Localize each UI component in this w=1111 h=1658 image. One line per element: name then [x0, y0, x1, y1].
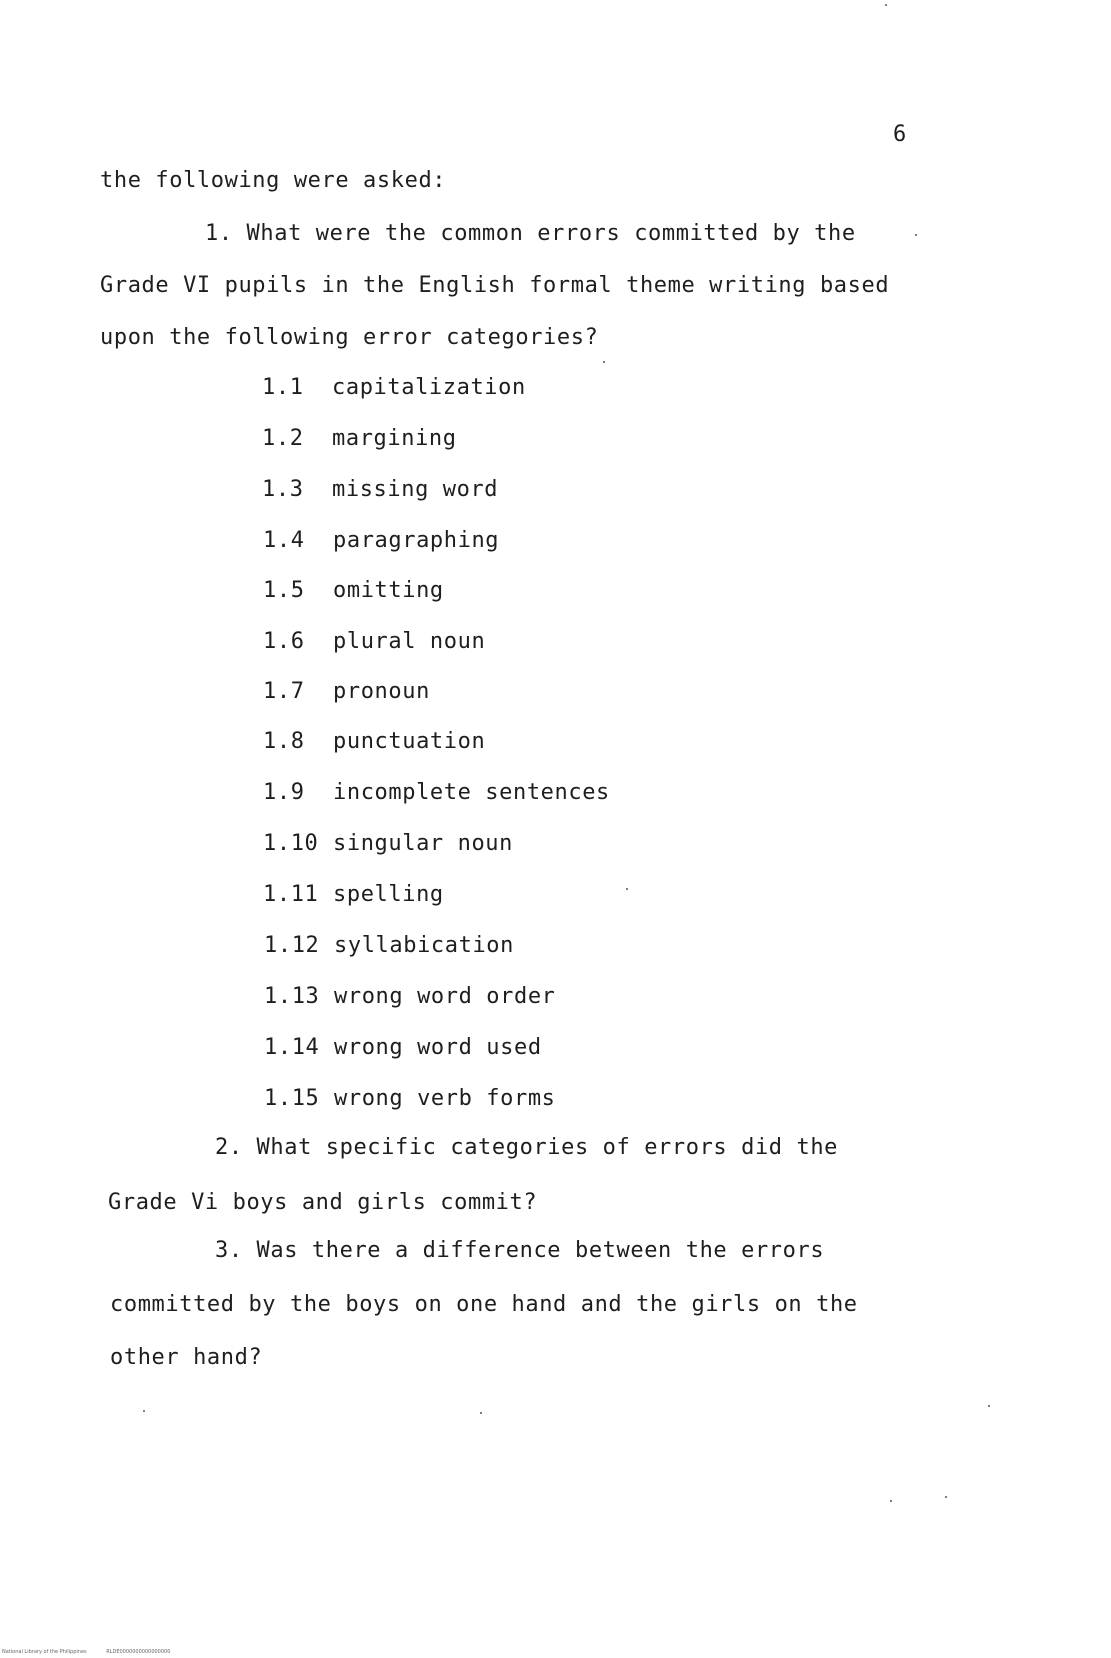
list-item: [263, 729, 485, 755]
list-item: [264, 1035, 542, 1061]
item-label: capitalization: [332, 375, 526, 400]
item-number: 1.6: [263, 629, 305, 654]
page-number: 6: [893, 122, 907, 147]
item-label: wrong word used: [334, 1035, 542, 1060]
scan-speck: [988, 1405, 990, 1407]
item-number: 1.13: [264, 984, 320, 1009]
question-1-line-3: upon the following error categories?: [100, 325, 599, 350]
footer-attribution: [2, 1648, 170, 1656]
scan-speck: [890, 1500, 892, 1502]
scan-speck: [885, 4, 887, 6]
list-item: [264, 1086, 556, 1112]
item-number: 1.2: [262, 426, 304, 451]
item-number: 1.14: [264, 1035, 320, 1060]
list-item: [262, 477, 498, 503]
item-label: margining: [332, 426, 457, 451]
list-item: [263, 679, 430, 705]
question-1-line-2: Grade VI pupils in the English formal theme writing based: [100, 273, 890, 298]
item-number: 1.15: [264, 1086, 320, 1111]
question-3-line-2: committed by the boys on one hand and the girls on the: [110, 1292, 858, 1317]
item-label: spelling: [333, 882, 444, 907]
item-label: singular noun: [333, 831, 513, 856]
item-label: wrong verb forms: [334, 1086, 556, 1111]
intro-line: the following were asked:: [100, 168, 447, 193]
item-number: 1.1: [262, 375, 304, 400]
item-label: punctuation: [333, 729, 486, 754]
scan-speck: [480, 1412, 482, 1414]
footer-left-text: National Library of the Philippines: [2, 1649, 87, 1655]
list-item: [263, 882, 444, 908]
item-label: plural noun: [333, 629, 486, 654]
list-item: [263, 831, 513, 857]
scan-speck: [603, 361, 605, 363]
list-item: [263, 780, 610, 806]
item-number: 1.4: [263, 528, 305, 553]
item-number: 1.5: [263, 578, 305, 603]
item-number: 1.10: [263, 831, 319, 856]
question-3-line-3: other hand?: [110, 1345, 263, 1370]
question-2-line-2: Grade Vi boys and girls commit?: [108, 1190, 538, 1215]
list-item: [264, 933, 514, 959]
item-label: omitting: [333, 578, 444, 603]
item-number: 1.11: [263, 882, 319, 907]
question-1-line-1: 1. What were the common errors committed by the: [205, 221, 856, 246]
item-number: 1.8: [263, 729, 305, 754]
item-number: 1.9: [263, 780, 305, 805]
list-item: [263, 578, 444, 604]
footer-right-text: RLDE0000000000000000: [106, 1649, 171, 1655]
list-item: [264, 984, 556, 1010]
list-item: [262, 426, 457, 452]
scan-speck: [626, 888, 628, 890]
item-label: paragraphing: [333, 528, 500, 553]
question-2-line-1: 2. What specific categories of errors did the: [215, 1135, 839, 1160]
list-item: [263, 629, 485, 655]
item-number: 1.3: [262, 477, 304, 502]
item-label: syllabication: [334, 933, 514, 958]
item-number: 1.7: [263, 679, 305, 704]
item-label: pronoun: [333, 679, 430, 704]
list-item: [263, 528, 499, 554]
item-label: missing word: [332, 477, 499, 502]
scan-speck: [945, 1496, 947, 1498]
item-label: incomplete sentences: [333, 780, 610, 805]
scan-speck: [143, 1410, 145, 1412]
item-number: 1.12: [264, 933, 320, 958]
scan-speck: [915, 234, 917, 236]
question-3-line-1: 3. Was there a difference between the errors: [215, 1238, 825, 1263]
list-item: [262, 375, 526, 401]
item-label: wrong word order: [334, 984, 556, 1009]
